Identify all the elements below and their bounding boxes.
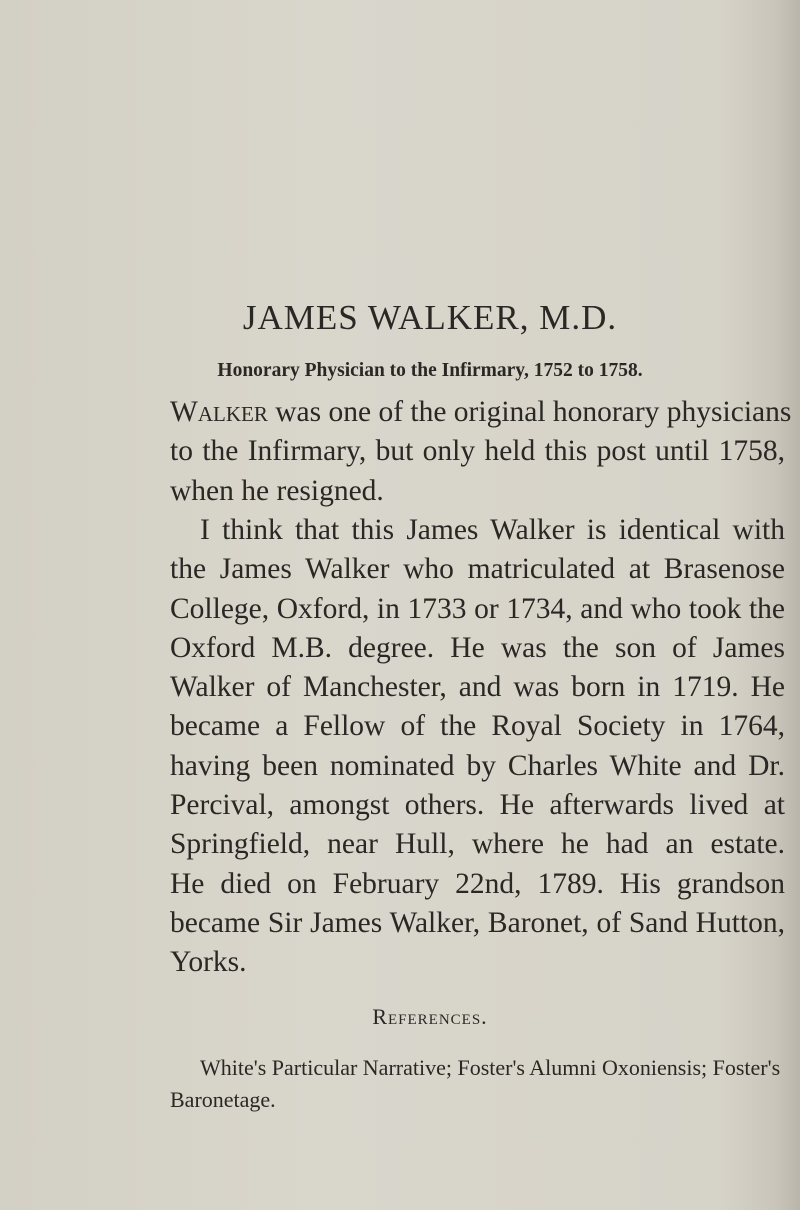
body-line: to the Infirmary, but only held this post until 1758, (170, 435, 785, 468)
body-line: when he resigned. (170, 474, 384, 507)
body-line: College, Oxford, in 1733 or 1734, and who took the (170, 592, 785, 625)
body-line: became a Fellow of the Royal Society in 1764, (170, 710, 785, 743)
body-line: the James Walker who matriculated at Brasenose (170, 553, 785, 586)
subtitle: Honorary Physician to the Infirmary, 1752 to 1758. (217, 360, 643, 381)
first-word: Walker (170, 396, 268, 428)
reference-line: White's Particular Narrative; Foster's Alumni Oxoniensis; Foster's (200, 1055, 781, 1080)
body-line (170, 395, 792, 429)
line-text: was one of the original honorary physicians (267, 396, 792, 428)
body-line: I think that this James Walker is identical with (200, 513, 785, 546)
body-line: Oxford M.B. degree. He was the son of James (170, 631, 785, 664)
body-line: Springfield, near Hull, where he had an estate. (170, 828, 785, 861)
body-line: Yorks. (170, 946, 247, 979)
body-line: Walker of Manchester, and was born in 1719. He (170, 671, 785, 704)
page-title: JAMES WALKER, M.D. (242, 298, 618, 337)
body-line: Percival, amongst others. He afterwards lived at (170, 789, 785, 821)
references-heading: References. (372, 1004, 488, 1029)
body-line: having been nominated by Charles White and Dr. (170, 749, 785, 782)
body-line: became Sir James Walker, Baronet, of Sand Hutton, (170, 906, 785, 939)
body-line: He died on February 22nd, 1789. His grandson (170, 867, 785, 900)
reference-line: Baronetage. (170, 1087, 276, 1112)
